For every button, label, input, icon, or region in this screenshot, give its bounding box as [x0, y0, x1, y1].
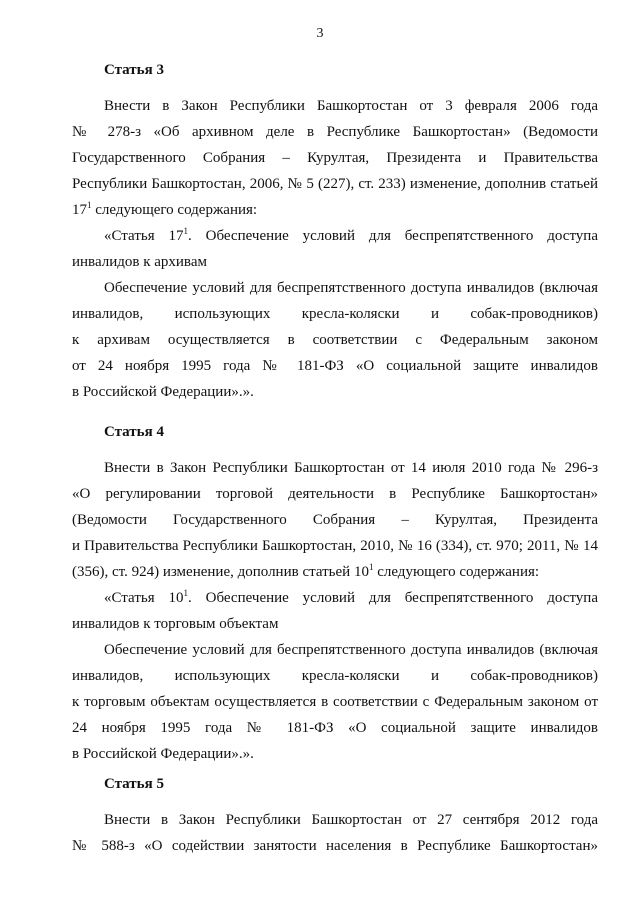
text-line: «О регулировании торговой деятельности в Республике Башкортостан» — [72, 486, 598, 502]
text-line: инвалидов, использующих кресла-коляски и собак-проводников) — [72, 668, 598, 684]
superscript: 1 — [183, 588, 188, 598]
text-line: и Правительства Республики Башкортостан, 2010, № 16 (334), ст. 970; 2011, № 14 — [72, 538, 598, 554]
article-5 — [72, 776, 598, 859]
text-line — [72, 585, 598, 611]
text-line: № 278-з «Об архивном деле в Республике Башкортостан» (Ведомости — [72, 124, 598, 140]
article-5-heading: Статья 5 — [104, 776, 164, 792]
text-line: (Ведомости Государственного Собрания – Курултая, Президента — [72, 512, 598, 528]
article-5-body — [72, 807, 598, 859]
text-segment: следующего содержания: — [373, 564, 540, 580]
text-line: в Российской Федерации».». — [72, 384, 254, 400]
text-segment: «Статья 10 — [104, 590, 184, 606]
text-line: Внести в Закон Республики Башкортостан от 3 февраля 2006 года — [104, 98, 598, 114]
text-segment: 17 — [72, 202, 87, 218]
text-line: от 24 ноября 1995 года № 181-ФЗ «О социальной защите инвалидов — [72, 358, 598, 374]
text-line: Обеспечение условий для беспрепятственного доступа инвалидов (включая — [104, 280, 598, 296]
article-3-body — [72, 93, 598, 405]
text-line: 24 ноября 1995 года № 181-ФЗ «О социальной защите инвалидов — [72, 720, 598, 736]
text-segment: . Обеспечение условий для беспрепятственного доступа — [188, 590, 598, 606]
text-line: в Российской Федерации».». — [72, 746, 254, 762]
article-3 — [72, 62, 598, 405]
text-line: № 588-з «О содействии занятости населения в Республике Башкортостан» — [72, 838, 598, 854]
superscript: 1 — [87, 200, 92, 210]
text-line — [72, 197, 598, 223]
text-segment: . Обеспечение условий для беспрепятственного доступа — [188, 228, 598, 244]
text-line: Республики Башкортостан, 2006, № 5 (227), ст. 233) изменение, дополнив статьей — [72, 176, 598, 192]
text-line: Внести в Закон Республики Башкортостан от 27 сентября 2012 года — [104, 812, 598, 828]
text-line: к торговым объектам осуществляется в соответствии с Федеральным законом от — [72, 694, 598, 710]
text-segment: (356), ст. 924) изменение, дополнив статьей 10 — [72, 564, 369, 580]
text-line: инвалидов к архивам — [72, 254, 207, 270]
text-line — [72, 559, 598, 585]
text-line: Государственного Собрания – Курултая, Президента и Правительства — [72, 150, 598, 166]
article-4 — [72, 424, 598, 767]
text-segment: «Статья 17 — [104, 228, 184, 244]
page-number: 3 — [316, 26, 324, 41]
text-segment: следующего содержания: — [91, 202, 258, 218]
text-line — [72, 223, 598, 249]
superscript: 1 — [183, 226, 188, 236]
article-4-heading: Статья 4 — [104, 424, 164, 440]
text-line: к архивам осуществляется в соответствии с Федеральным законом — [72, 332, 598, 348]
superscript: 1 — [368, 562, 374, 572]
article-3-heading: Статья 3 — [104, 62, 164, 78]
text-line: Обеспечение условий для беспрепятственного доступа инвалидов (включая — [104, 642, 598, 658]
article-4-body — [72, 455, 598, 767]
text-line: инвалидов к торговым объектам — [72, 616, 279, 632]
text-line: инвалидов, использующих кресла-коляски и собак-проводников) — [72, 306, 598, 322]
text-line: Внести в Закон Республики Башкортостан от 14 июля 2010 года № 296-з — [104, 460, 598, 476]
